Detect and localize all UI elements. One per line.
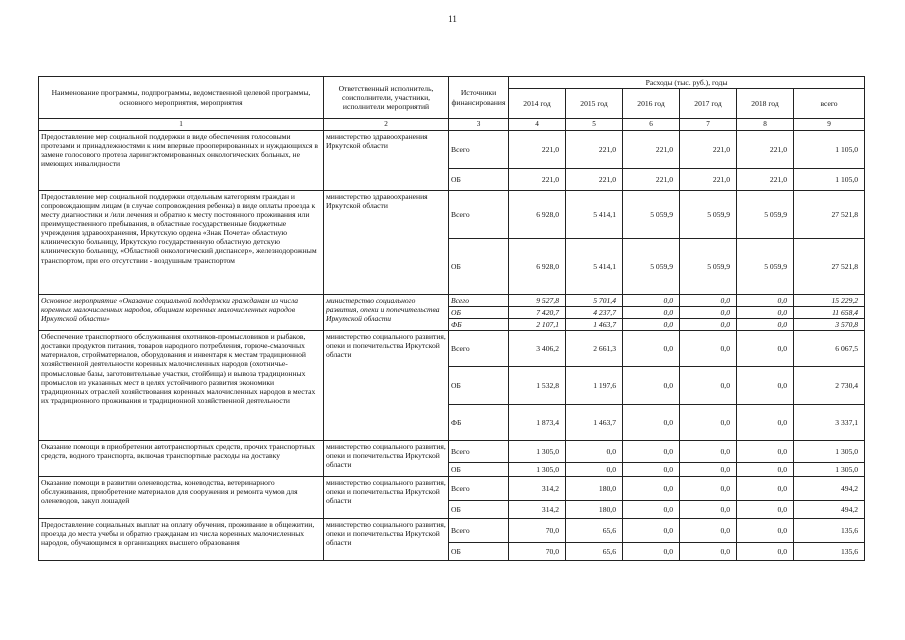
- year-value: 0,0: [623, 463, 680, 477]
- year-value: 5 059,9: [737, 238, 794, 294]
- year-value: 0,0: [737, 543, 794, 561]
- header-year-2015: 2015 год: [566, 89, 623, 119]
- year-value: 0,0: [680, 543, 737, 561]
- total-value: 27 521,8: [794, 190, 865, 238]
- year-value: 1 463,7: [566, 405, 623, 441]
- year-value: 0,0: [623, 501, 680, 519]
- header-executor: Ответственный исполнитель, соисполнители, участники, исполнители мероприятий: [324, 77, 449, 119]
- year-value: 0,0: [623, 405, 680, 441]
- year-value: 0,0: [566, 463, 623, 477]
- year-value: 314,2: [509, 501, 566, 519]
- year-value: 2 661,3: [566, 331, 623, 367]
- table-row: [39, 477, 865, 501]
- year-value: 3 406,2: [509, 331, 566, 367]
- year-value: 65,6: [566, 543, 623, 561]
- funding-source: ОБ: [449, 168, 509, 190]
- total-value: 3 337,1: [794, 405, 865, 441]
- activity-name: Предоставление мер социальной поддержки отдельным категориям граждан и сопровождающим лицам (в случае сопровождения ребенка) в виде оплаты проезда к месту диагностики и /или лечения и обратно к месту постоянного проживания или преимущественного пребывания, в областные государственные бюджетные учреждения здравоохранения, Иркутскую ордена «Знак Почета» областную клиническую больницу, Иркутскую государственную областную детскую клиническую больницу, «Областной онкологический диспансер», железнодорожным транспортом, при его отсутствии - воздушным транспортом: [39, 190, 324, 294]
- table-row: [39, 190, 865, 238]
- year-value: 5 414,1: [566, 190, 623, 238]
- year-value: 221,0: [509, 130, 566, 168]
- year-value: 221,0: [509, 168, 566, 190]
- year-value: 7 420,7: [509, 306, 566, 318]
- table-row: [39, 441, 865, 463]
- funding-source: Всего: [449, 331, 509, 367]
- year-value: 0,0: [623, 294, 680, 306]
- year-value: 4 237,7: [566, 306, 623, 318]
- header-year-2017: 2017 год: [680, 89, 737, 119]
- total-value: 135,6: [794, 519, 865, 543]
- year-value: 0,0: [680, 519, 737, 543]
- year-value: 0,0: [737, 331, 794, 367]
- table-row: [39, 331, 865, 367]
- funding-source: ОБ: [449, 501, 509, 519]
- year-value: 221,0: [623, 130, 680, 168]
- column-number: 2: [324, 119, 449, 131]
- year-value: 5 414,1: [566, 238, 623, 294]
- year-value: 0,0: [737, 405, 794, 441]
- funding-source: ОБ: [449, 463, 509, 477]
- year-value: 1 197,6: [566, 367, 623, 405]
- year-value: 6 928,0: [509, 190, 566, 238]
- year-value: 1 463,7: [566, 318, 623, 330]
- year-value: 6 928,0: [509, 238, 566, 294]
- year-value: 0,0: [566, 441, 623, 463]
- header-year-2014: 2014 год: [509, 89, 566, 119]
- year-value: 9 527,8: [509, 294, 566, 306]
- year-value: 221,0: [623, 168, 680, 190]
- activity-name: Предоставление социальных выплат на оплату обучения, проживание в общежитии, проезда до места учебы и обратно гражданам из числа коренных малочисленных народов, обучающимся в организациях высшего образования: [39, 519, 324, 561]
- year-value: 0,0: [623, 441, 680, 463]
- year-value: 221,0: [680, 130, 737, 168]
- funding-source: Всего: [449, 190, 509, 238]
- column-number: 8: [737, 119, 794, 131]
- activity-name: Предоставление мер социальной поддержки в виде обеспечения голосовыми протезами и принадлежностями к ним впервые прооперированных и нуждающихся в замене голосового протеза ларингэктомированных онкологических больных, не имеющих инвалидности: [39, 130, 324, 190]
- year-value: 0,0: [737, 477, 794, 501]
- total-value: 2 730,4: [794, 367, 865, 405]
- year-value: 221,0: [737, 168, 794, 190]
- funding-source: ОБ: [449, 367, 509, 405]
- year-value: 0,0: [680, 463, 737, 477]
- year-value: 221,0: [566, 130, 623, 168]
- year-value: 0,0: [623, 519, 680, 543]
- year-value: 1 873,4: [509, 405, 566, 441]
- total-value: 1 105,0: [794, 130, 865, 168]
- total-value: 27 521,8: [794, 238, 865, 294]
- year-value: 0,0: [737, 306, 794, 318]
- year-value: 5 059,9: [623, 190, 680, 238]
- year-value: 221,0: [737, 130, 794, 168]
- year-value: 0,0: [680, 331, 737, 367]
- year-value: 0,0: [680, 367, 737, 405]
- funding-source: Всего: [449, 294, 509, 306]
- header-year-2016: 2016 год: [623, 89, 680, 119]
- table-body: [39, 130, 865, 560]
- year-value: 70,0: [509, 543, 566, 561]
- year-value: 0,0: [737, 294, 794, 306]
- responsible-executor: министерство социального развития, опеки и попечительства Иркутской области: [324, 294, 449, 330]
- year-value: 0,0: [623, 477, 680, 501]
- total-value: 494,2: [794, 477, 865, 501]
- year-value: 0,0: [737, 318, 794, 330]
- funding-source: Всего: [449, 477, 509, 501]
- table-row: [39, 130, 865, 168]
- header-year-2018: 2018 год: [737, 89, 794, 119]
- responsible-executor: министерство социального развития, опеки и попечительства Иркутской области: [324, 331, 449, 441]
- year-value: 0,0: [680, 501, 737, 519]
- year-value: 5 059,9: [623, 238, 680, 294]
- responsible-executor: министерство социального развития, опеки и попечительства Иркутской области: [324, 477, 449, 519]
- year-value: 5 059,9: [737, 190, 794, 238]
- year-value: 0,0: [737, 441, 794, 463]
- column-number: 6: [623, 119, 680, 131]
- column-number: 7: [680, 119, 737, 131]
- year-value: 0,0: [680, 477, 737, 501]
- year-value: 0,0: [737, 367, 794, 405]
- funding-source: ОБ: [449, 238, 509, 294]
- total-value: 1 305,0: [794, 441, 865, 463]
- funding-source: Всего: [449, 519, 509, 543]
- funding-source: ОБ: [449, 306, 509, 318]
- year-value: 70,0: [509, 519, 566, 543]
- header-expenses: Расходы (тыс. руб.), годы: [509, 77, 865, 89]
- funding-source: Всего: [449, 441, 509, 463]
- year-value: 221,0: [566, 168, 623, 190]
- year-value: 5 059,9: [680, 190, 737, 238]
- total-value: 494,2: [794, 501, 865, 519]
- year-value: 65,6: [566, 519, 623, 543]
- funding-source: Всего: [449, 130, 509, 168]
- column-number: 3: [449, 119, 509, 131]
- funding-source: ФБ: [449, 405, 509, 441]
- year-value: 180,0: [566, 501, 623, 519]
- total-value: 3 570,8: [794, 318, 865, 330]
- table-row: [39, 519, 865, 543]
- year-value: 5 059,9: [680, 238, 737, 294]
- activity-name: Обеспечение транспортного обслуживания охотников-промысловиков и рыбаков, доставки продуктов питания, товаров народного потребления, горюче-смазочных материалов, стройматериалов, оборудования и инвентаря к местам традиционной хозяйственной деятельности коренных малочисленных народов (охотничье-промысловые базы, заготовительные участки, стойбища) и вывоза традиционных промыслов из указанных мест в целях устойчивого развития экономики традиционных отраслей хозяйствования коренных малочисленных народов в местах их традиционного проживания и традиционной хозяйственной деятельности: [39, 331, 324, 441]
- table-header: [39, 77, 865, 131]
- year-value: 314,2: [509, 477, 566, 501]
- year-value: 0,0: [680, 405, 737, 441]
- year-value: 221,0: [680, 168, 737, 190]
- year-value: 0,0: [623, 543, 680, 561]
- year-value: 2 107,1: [509, 318, 566, 330]
- year-value: 0,0: [680, 441, 737, 463]
- activity-name: Оказание помощи в развитии оленеводства, коневодства, ветеринарного обслуживания, приобретение материалов для сооружения и ремонта чумов для оленеводов, закуп лошадей: [39, 477, 324, 519]
- total-value: 11 658,4: [794, 306, 865, 318]
- total-value: 1 305,0: [794, 463, 865, 477]
- year-value: 0,0: [623, 318, 680, 330]
- column-number: 9: [794, 119, 865, 131]
- year-value: 5 701,4: [566, 294, 623, 306]
- column-number: 5: [566, 119, 623, 131]
- activity-name: Основное мероприятие «Оказание социальной поддержки гражданам из числа коренных малочисленных народов, общинам коренных малочисленных народов Иркутской области»: [39, 294, 324, 330]
- column-number: 4: [509, 119, 566, 131]
- total-value: 1 105,0: [794, 168, 865, 190]
- year-value: 0,0: [737, 463, 794, 477]
- year-value: 0,0: [680, 306, 737, 318]
- responsible-executor: министерство здравоохранения Иркутской области: [324, 130, 449, 190]
- funding-source: ОБ: [449, 543, 509, 561]
- year-value: 0,0: [623, 306, 680, 318]
- year-value: 0,0: [623, 367, 680, 405]
- column-number: 1: [39, 119, 324, 131]
- total-value: 135,6: [794, 543, 865, 561]
- header-total: всего: [794, 89, 865, 119]
- year-value: 0,0: [623, 331, 680, 367]
- year-value: 0,0: [680, 294, 737, 306]
- year-value: 1 305,0: [509, 463, 566, 477]
- year-value: 0,0: [737, 501, 794, 519]
- budget-table: [38, 76, 865, 561]
- year-value: 0,0: [680, 318, 737, 330]
- page-number: 11: [448, 14, 457, 24]
- activity-name: Оказание помощи в приобретении автотранспортных средств, прочих транспортных средств, водного транспорта, включая транспортные расходы на доставку: [39, 441, 324, 477]
- year-value: 0,0: [737, 519, 794, 543]
- responsible-executor: министерство социального развития, опеки и попечительства Иркутской области: [324, 519, 449, 561]
- total-value: 6 067,5: [794, 331, 865, 367]
- responsible-executor: министерство социального развития, опеки и попечительства Иркутской области: [324, 441, 449, 477]
- year-value: 1 305,0: [509, 441, 566, 463]
- responsible-executor: министерство здравоохранения Иркутской области: [324, 190, 449, 294]
- funding-source: ФБ: [449, 318, 509, 330]
- year-value: 180,0: [566, 477, 623, 501]
- total-value: 15 229,2: [794, 294, 865, 306]
- header-sources: Источники финансирования: [449, 77, 509, 119]
- table-row: [39, 294, 865, 306]
- year-value: 1 532,8: [509, 367, 566, 405]
- column-number-row: [39, 119, 865, 131]
- header-name: Наименование программы, подпрограммы, ведомственной целевой программы, основного мероприятия, мероприятия: [39, 77, 324, 119]
